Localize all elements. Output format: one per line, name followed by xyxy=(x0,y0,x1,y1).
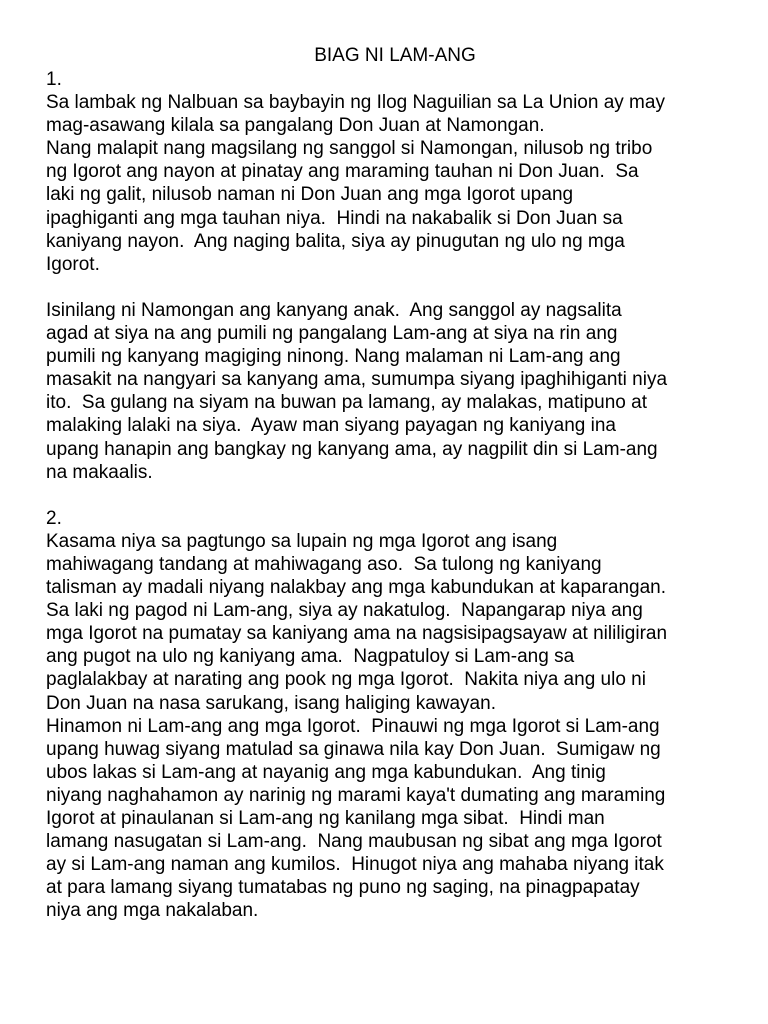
paragraph xyxy=(46,91,736,137)
text-line: Kasama niya sa pagtungo sa lupain ng mga Igorot ang isang xyxy=(46,530,558,552)
text-line: Sa laki ng pagod ni Lam-ang, siya ay nakatulog. Napangarap niya ang xyxy=(46,600,643,622)
text-line: niyang naghahamon ay narinig ng marami kaya't dumating ang maraming xyxy=(46,784,666,806)
text-line: paglalakbay at narating ang pook ng mga Igorot. Nakita niya ang ulo ni xyxy=(46,669,646,691)
text-line: mahiwagang tandang at mahiwagang aso. Sa tulong ng kaniyang xyxy=(46,553,602,575)
paragraph xyxy=(46,715,736,923)
paragraph xyxy=(46,530,736,715)
blank-line xyxy=(46,484,736,507)
text-line: Igorot. xyxy=(46,253,100,275)
text-line: malaking lalaki na siya. Ayaw man siyang payagan ng kaniyang ina xyxy=(46,415,616,437)
text-line: Don Juan na nasa sarukang, isang haliging kawayan. xyxy=(46,692,496,714)
text-line: Nang malapit nang magsilang ng sanggol si Namongan, nilusob ng tribo xyxy=(46,138,653,160)
text-line: upang huwag siyang matulad sa ginawa nila kay Don Juan. Sumigaw ng xyxy=(46,738,661,760)
paragraph xyxy=(46,299,736,484)
text-line: at para lamang siyang tumatabas ng puno ng saging, na pinagpapatay xyxy=(46,877,640,899)
text-line: mga Igorot na pumatay sa kaniyang ama na nagsisipagsayaw at nililigiran xyxy=(46,623,668,645)
section-number: 1. xyxy=(46,69,62,90)
section-number: 2. xyxy=(46,507,62,529)
text-line: Isinilang ni Namongan ang kanyang anak. Ang sanggol ay nagsalita xyxy=(46,299,622,321)
text-line: Igorot at pinaulanan si Lam-ang ng kanilang mga sibat. Hindi man xyxy=(46,808,605,829)
text-line: upang hanapin ang bangkay ng kanyang ama, ay nagpilit din si Lam-ang xyxy=(46,438,658,460)
text-line: ng Igorot ang nayon at pinatay ang maraming tauhan ni Don Juan. Sa xyxy=(46,161,639,183)
text-line: agad at siya na ang pumili ng pangalang Lam-ang at siya na rin ang xyxy=(46,323,618,345)
text-line: laki ng galit, nilusob naman ni Don Juan ang mga Igorot upang xyxy=(46,184,574,206)
document-page xyxy=(46,44,736,922)
text-line: ipaghiganti ang mga tauhan niya. Hindi na nakabalik si Don Juan sa xyxy=(46,207,623,229)
text-line: ang pugot na ulo ng kaniyang ama. Nagpatuloy si Lam-ang sa xyxy=(46,646,575,668)
text-line: kaniyang nayon. Ang naging balita, siya ay pinugutan ng ulo ng mga xyxy=(46,230,625,252)
document-body xyxy=(46,68,736,922)
text-line: masakit na nangyari sa kanyang ama, sumumpa siyang ipaghihiganti niya xyxy=(46,369,668,391)
blank-line xyxy=(46,276,736,299)
text-line: Sa lambak ng Nalbuan sa baybayin ng Ilog Naguilian sa La Union ay may xyxy=(46,92,665,114)
paragraph xyxy=(46,137,736,276)
text-line: lamang nasugatan si Lam-ang. Nang maubusan ng sibat ang mga Igorot xyxy=(46,831,662,853)
text-line: ito. Sa gulang na siyam na buwan pa lamang, ay malakas, matipuno at xyxy=(46,392,647,414)
text-line: niya ang mga nakalaban. xyxy=(46,900,259,922)
text-line: ay si Lam-ang naman ang kumilos. Hinugot niya ang mahaba niyang itak xyxy=(46,854,664,876)
text-line: talisman ay madali niyang nalakbay ang mga kabundukan at kaparangan. xyxy=(46,577,667,599)
document-title: BIAG NI LAM-ANG xyxy=(314,45,476,66)
text-line: pumili ng kanyang magiging ninong. Nang malaman ni Lam-ang ang xyxy=(46,346,621,368)
text-line: na makaalis. xyxy=(46,461,153,483)
text-line: ubos lakas si Lam-ang at nayanig ang mga kabundukan. Ang tinig xyxy=(46,761,606,783)
text-line: Hinamon ni Lam-ang ang mga Igorot. Pinauwi ng mga Igorot si Lam-ang xyxy=(46,715,660,737)
text-line: mag-asawang kilala sa pangalang Don Juan at Namongan. xyxy=(46,115,545,137)
